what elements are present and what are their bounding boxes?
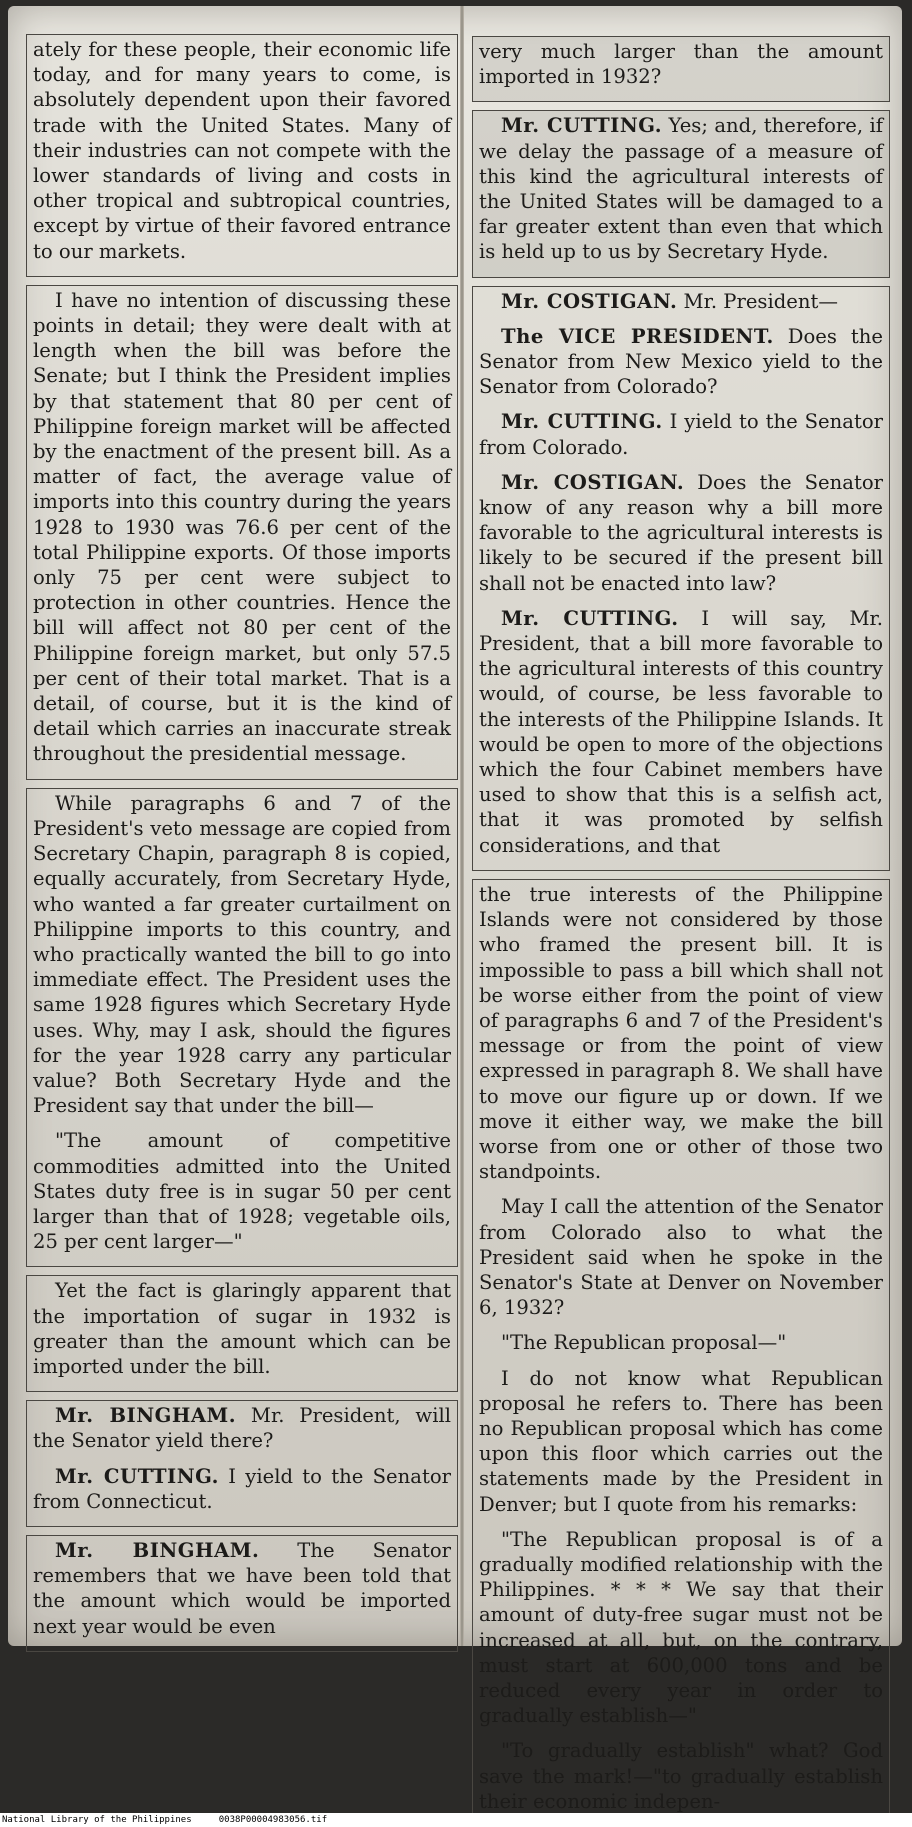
- paragraph: Yet the fact is glaringly apparent that the importation of sugar in 1932 is greater than the amount which can be imported under the bill.: [33, 1279, 451, 1378]
- right-clipping-4: [472, 879, 890, 1827]
- speech: [479, 409, 883, 459]
- speech-text: The Senator remembers that we have been told that the amount which would be imported next year would be even: [33, 1538, 451, 1638]
- speech-text: Yes; and, therefore, if we delay the passage of a measure of this kind the agricultural interests of the United States will be damaged to a far greater extent than even that which is held up to us by Secretary Hyde.: [479, 114, 883, 264]
- speech: [33, 1538, 451, 1639]
- paragraph: ately for these people, their economic life today, and for many years to come, is absolutely dependent upon their favored trade with the United States. Many of their industries can not compete with the lower standards of living and costs in other tropical and subtropical countries, except by virtue of their favored entrance to our markets.: [33, 38, 451, 263]
- speech: [33, 1464, 451, 1514]
- speaker-name: Mr. CUTTING.: [501, 410, 663, 434]
- paragraph: While paragraphs 6 and 7 of the President's veto message are copied from Secretary Chapin, paragraph 8 is copied, equally accurately, from Secretary Hyde, who wanted a far greater curtailment on Philippine imports to this country, and who practically wanted the bill to go into immediate effect. The President uses the same 1928 figures which Secretary Hyde uses. Why, may I ask, should the figures for the year 1928 carry any particular value? Both Secretary Hyde and the President say that under the bill—: [33, 791, 451, 1118]
- speech: [479, 289, 883, 314]
- paragraph: "To gradually establish" what? God save the mark!—"to gradually establish their economic indepen-: [479, 1739, 883, 1813]
- left-clipping-2: [26, 285, 458, 780]
- speech-text: I yield to the Senator from Colorado.: [479, 410, 883, 459]
- paragraph: I do not know what Republican proposal he refers to. There has been no Republican proposal which has come upon this floor which carries out the statements made by the President in Denver; but I quote from his remarks:: [479, 1366, 883, 1516]
- speech-text: Mr. President, will the Senator yield there?: [33, 1404, 452, 1453]
- speaker-name: Mr. COSTIGAN.: [501, 470, 685, 494]
- scanned-page: [8, 6, 902, 1813]
- left-clipping-6: [26, 1535, 458, 1652]
- right-column: [472, 6, 890, 1813]
- quotation: "The Republican proposal is of a gradually modified relationship with the Philippines. * * * We say that their amount of duty-free sugar must not be increased at all, but, on the contrary, must start at 600,000 tons and be reduced every year in order to gradually establish—": [479, 1527, 883, 1728]
- paragraph: May I call the attention of the Senator from Colorado also to what the President said when he spoke in the Senator's State at Denver on November 6, 1932?: [479, 1195, 883, 1320]
- left-clipping-4: [26, 1275, 458, 1392]
- speech: [479, 324, 883, 400]
- speaker-name: Mr. CUTTING.: [55, 1464, 219, 1488]
- right-clipping-3: [472, 286, 890, 871]
- speech: [479, 113, 883, 264]
- speaker-name: The VICE PRESIDENT.: [501, 324, 774, 348]
- speech-text: Mr. President—: [677, 289, 838, 313]
- speech-text: I will say, Mr. President, that a bill more favorable to the agricultural interests of this country would, of course, be less favorable to the interests of the Philippine Islands. It would be open to more of the objections which the four Cabinet members have used to show that this is a selfish act, that it was promoted by selfish considerations, and that: [479, 606, 883, 857]
- column-divider: [460, 6, 464, 1646]
- quotation: "The amount of competitive commodities admitted into the United States duty free is in sugar 50 per cent larger than that of 1928; vegetable oils, 25 per cent larger—": [33, 1129, 451, 1254]
- speech: [479, 606, 883, 858]
- left-clipping-5: [26, 1400, 458, 1527]
- speech-text: Does the Senator from New Mexico yield to the Senator from Colorado?: [479, 324, 884, 399]
- speaker-name: Mr. BINGHAM.: [55, 1404, 237, 1428]
- left-clipping-3: [26, 788, 458, 1268]
- speaker-name: Mr. BINGHAM.: [55, 1538, 260, 1562]
- speaker-name: Mr. CUTTING.: [501, 606, 679, 630]
- paragraph: the true interests of the Philippine Islands were not considered by those who framed the present bill. It is impossible to pass a bill which shall not be worse either from the point of view of paragraphs 6 and 7 of the President's message or from the point of view expressed in paragraph 8. We shall have to move our figure up or down. If we move it either way, we make the bill worse from one or other of those two standpoints.: [479, 882, 883, 1184]
- speech-text: I yield to the Senator from Connecticut.: [33, 1464, 451, 1513]
- scan-footer-caption: National Library of the Philippines 0038P0000498305​6.tif: [0, 1813, 912, 1827]
- left-clipping-1: [26, 34, 458, 277]
- left-column: [26, 6, 458, 1646]
- speech-text: Does the Senator know of any reason why a bill more favorable to the agricultural interests is likely to be secured if the present bill shall not be enacted into law?: [479, 470, 883, 595]
- right-clipping-2: [472, 110, 890, 277]
- right-clipping-1: [472, 36, 890, 102]
- quotation: "The Republican proposal—": [501, 1331, 787, 1355]
- paragraph: very much larger than the amount imported in 1932?: [479, 40, 883, 89]
- speech: [33, 1403, 451, 1453]
- speaker-name: Mr. CUTTING.: [501, 114, 663, 138]
- speaker-name: Mr. COSTIGAN.: [501, 289, 678, 313]
- speech: [479, 470, 883, 596]
- paragraph: I have no intention of discussing these points in detail; they were dealt with at length when the bill was before the Senate; but I think the President implies by that statement that 80 per cent of Philippine foreign market will be affected by the enactment of the present bill. As a matter of fact, the average value of imports into this country during the years 1928 to 1930 was 76.6 per cent of the total Philippine exports. Of those imports only 75 per cent were subject to protection in other countries. Hence the bill will affect not 80 per cent of the Philippine foreign market, but only 57.5 per cent of their total market. That is a detail, of course, but it is the kind of detail which carries an inaccurate streak throughout the presidential message.: [33, 288, 451, 766]
